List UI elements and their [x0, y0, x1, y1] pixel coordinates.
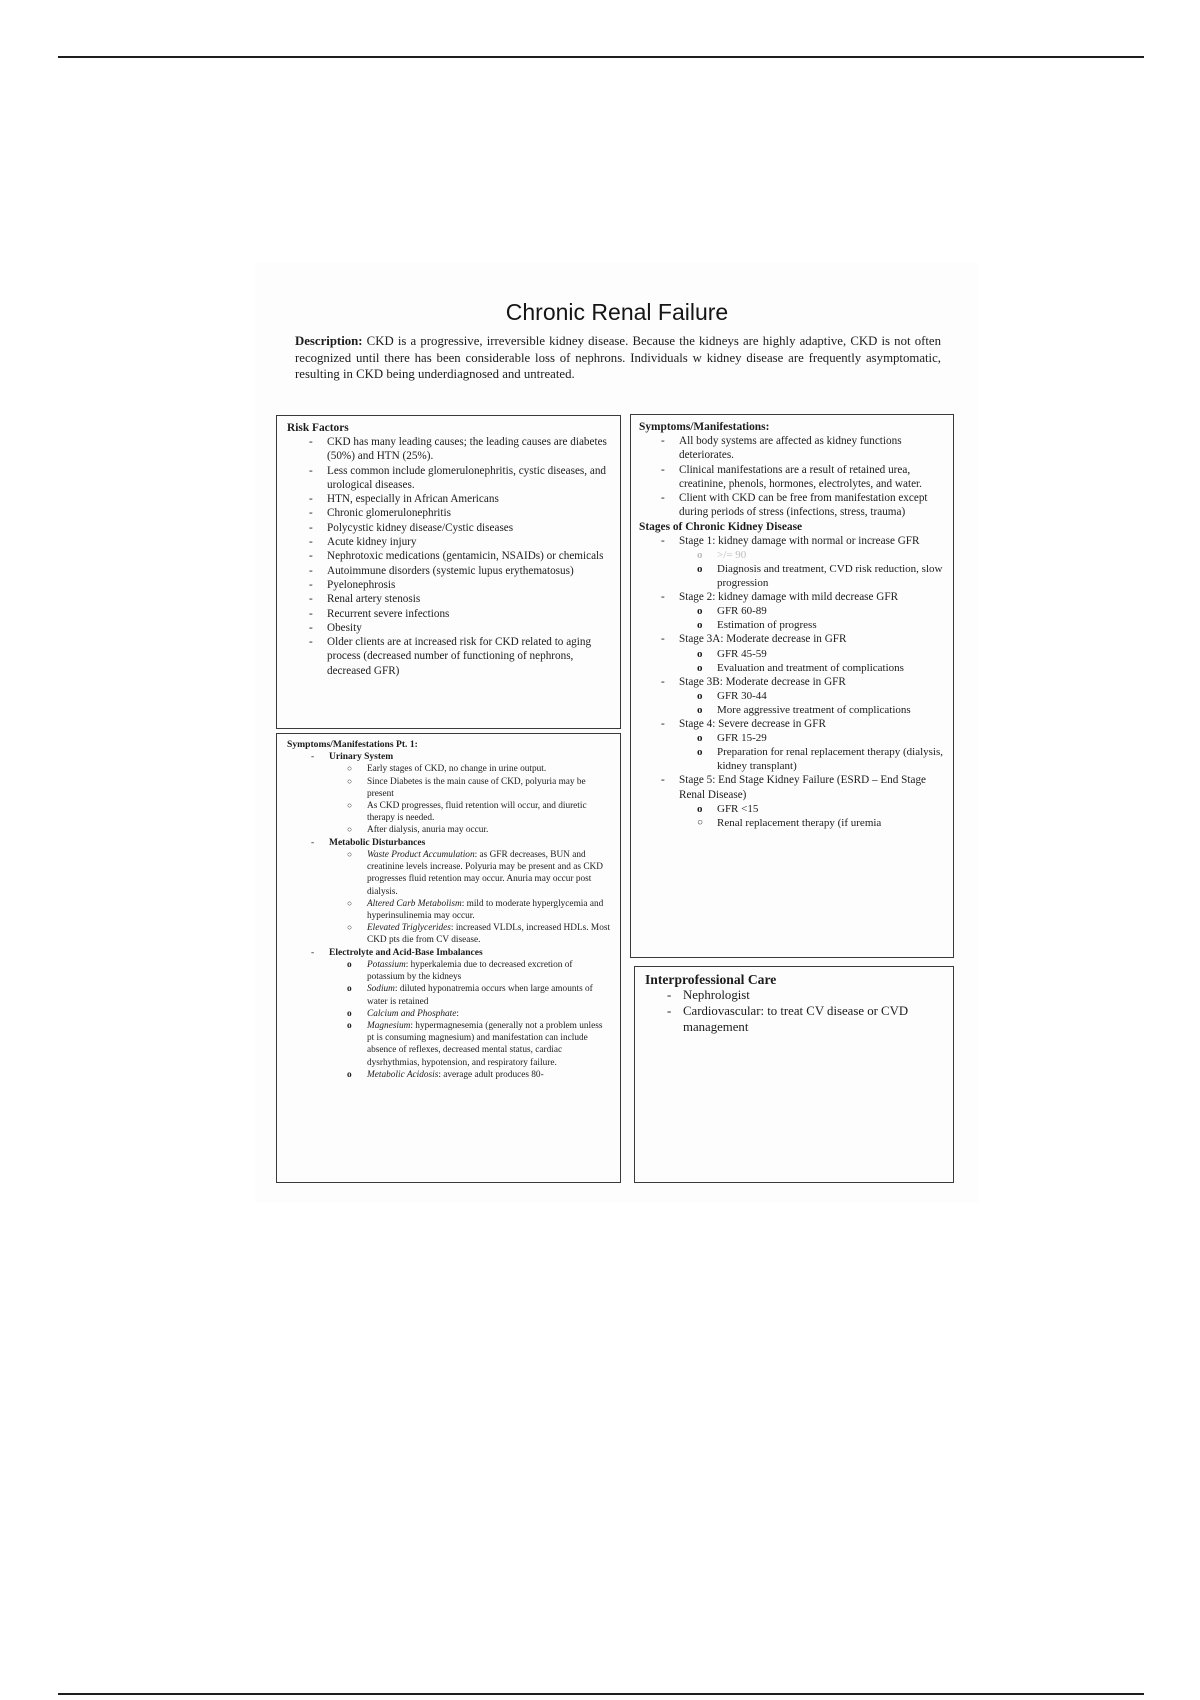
list-item — [329, 1020, 612, 1069]
stage-sub-list — [679, 731, 945, 773]
stage-item — [639, 717, 945, 773]
metabolic-list — [329, 849, 612, 947]
item-label: Altered Carb Metabolism — [367, 898, 462, 909]
electrolyte-heading: - Electrolyte and Acid-Base Imbalances — [329, 947, 483, 958]
symptoms-pt1-box — [276, 733, 621, 1183]
list-item: - Obesity — [287, 621, 612, 635]
interprofessional-care-box — [634, 966, 954, 1183]
item-text: : mild to moderate hyperglycemia and hyperinsulinemia may occur. — [367, 898, 604, 922]
stage-label: Stage 4: Severe decrease in GFR — [679, 717, 826, 730]
item-text: : as GFR decreases, BUN and creatinine levels increase. Polyuria may be present and as CKD progresses fluid retention may occur. Anuria may occur post dialysis. — [367, 850, 603, 897]
symptoms-pt1-list — [287, 751, 612, 1081]
list-item: o Preparation for renal replacement therapy (dialysis, kidney transplant) — [679, 745, 945, 773]
item-text: : average adult produces 80- — [438, 1069, 544, 1080]
stage-item — [639, 590, 945, 632]
list-item: - Nephrotoxic medications (gentamicin, NSAIDs) or chemicals — [287, 549, 612, 563]
urinary-section — [287, 751, 612, 837]
symptoms-list — [639, 434, 945, 520]
list-item — [329, 1008, 612, 1020]
list-item: - All body systems are affected as kidney functions deteriorates. — [639, 434, 945, 463]
list-item: ○ Since Diabetes is the main cause of CKD, polyuria may be present — [329, 776, 612, 800]
stage-sub-list — [679, 647, 945, 675]
page-title: Chronic Renal Failure — [505, 299, 729, 325]
stage-label: Stage 3A: Moderate decrease in GFR — [679, 633, 847, 646]
list-item — [329, 983, 612, 1007]
list-item: o GFR <15 — [679, 802, 945, 816]
item-label: Calcium and Phosphate — [367, 1008, 457, 1019]
list-item — [329, 1069, 612, 1081]
description-label: Description: — [295, 334, 363, 348]
list-item: o GFR 45-59 — [679, 647, 945, 661]
description-text: CKD is a progressive, irreversible kidney disease. Because the kidneys are highly adaptive, CKD is not often recognized until there has been considerable loss of nephrons. Individuals w kidney disease are frequently asymptomatic, resulting in CKD being underdiagnosed and untreated. — [295, 334, 941, 381]
risk-factors-box — [276, 415, 621, 729]
list-item: - Client with CKD can be free from manifestation except during periods of stress (infections, stress, trauma) — [639, 491, 945, 520]
list-item: - Chronic glomerulonephritis — [287, 506, 612, 520]
metabolic-section — [287, 837, 612, 947]
list-item: o Estimation of progress — [679, 618, 945, 632]
list-item: o Diagnosis and treatment, CVD risk reduction, slow progression — [679, 562, 945, 590]
item-label: Waste Product Accumulation — [367, 850, 475, 861]
list-item: ○ As CKD progresses, fluid retention will occur, and diuretic therapy is needed. — [329, 800, 612, 824]
item-label: Elevated Triglycerides — [367, 923, 451, 934]
urinary-heading: - Urinary System — [329, 752, 394, 762]
stage-label: Stage 1: kidney damage with normal or increase GFR — [679, 534, 920, 547]
electrolyte-section — [287, 947, 612, 1081]
list-item: ○ After dialysis, anuria may occur. — [329, 824, 612, 836]
list-item: ○ Renal replacement therapy (if uremia — [679, 816, 945, 830]
list-item: o Evaluation and treatment of complications — [679, 661, 945, 675]
risk-factors-list — [287, 435, 612, 678]
list-item: o GFR 60-89 — [679, 604, 945, 618]
list-item: - Clinical manifestations are a result of retained urea, creatinine, phenols, hormones, electrolytes, and water. — [639, 463, 945, 492]
description-paragraph — [295, 333, 941, 383]
symptoms-stages-box — [630, 414, 954, 958]
item-text: : hyperkalemia due to decreased excretion of potassium by the kidneys — [367, 960, 573, 983]
list-item: o More aggressive treatment of complications — [679, 703, 945, 717]
list-item: ○ Early stages of CKD, no change in urine output. — [329, 763, 612, 775]
top-rule — [58, 56, 1144, 58]
item-text: : increased VLDLs, increased HDLs. Most CKD pts die from CV disease. — [367, 923, 611, 946]
list-item: - Renal artery stenosis — [287, 592, 612, 606]
metabolic-heading: - Metabolic Disturbances — [329, 837, 426, 848]
list-item: - Less common include glomerulonephritis, cystic diseases, and urological diseases. — [287, 464, 612, 493]
item-text: : — [456, 1008, 459, 1019]
stage-label: Stage 3B: Moderate decrease in GFR — [679, 675, 846, 688]
list-item: - Cardiovascular: to treat CV disease or CVD management — [645, 1004, 945, 1036]
document-page — [255, 263, 979, 1203]
list-item: - Nephrologist — [645, 988, 945, 1004]
stage-item — [639, 632, 945, 674]
list-item: o GFR 15-29 — [679, 731, 945, 745]
list-item: - Pyelonephrosis — [287, 578, 612, 592]
bottom-rule — [58, 1693, 1144, 1695]
stage-item — [639, 534, 945, 590]
list-item — [329, 922, 612, 946]
symptoms-pt1-heading: Symptoms/Manifestations Pt. 1: — [287, 739, 418, 750]
list-item — [329, 849, 612, 898]
stages-list — [639, 534, 945, 830]
item-label: Potassium — [367, 960, 406, 971]
urinary-list — [329, 763, 612, 836]
item-text: : diluted hyponatremia occurs when large amounts of water is retained — [367, 984, 593, 1007]
list-item: - Acute kidney injury — [287, 535, 612, 549]
interprofessional-heading: Interprofessional Care — [645, 972, 777, 987]
risk-factors-heading: Risk Factors — [287, 422, 349, 434]
list-item — [329, 959, 612, 983]
item-text: : hypermagnesemia (generally not a problem unless pt is consuming magnesium) and manifestation can include absence of reflexes, decreased mental status, cardiac dysrhythmias, hypotension, and respiratory failure. — [367, 1021, 603, 1068]
list-item: - HTN, especially in African Americans — [287, 492, 612, 506]
stage-sub-list — [679, 802, 945, 830]
list-item — [329, 898, 612, 922]
list-item: - CKD has many leading causes; the leading causes are diabetes (50%) and HTN (25%). — [287, 435, 612, 464]
item-label: Sodium — [367, 984, 395, 995]
stage-sub-list — [679, 604, 945, 632]
stages-heading: Stages of Chronic Kidney Disease — [639, 520, 803, 533]
list-item: - Autoimmune disorders (systemic lupus erythematosus) — [287, 564, 612, 578]
stage-item — [639, 773, 945, 830]
item-label: Metabolic Acidosis — [367, 1069, 439, 1080]
list-item: o GFR 30-44 — [679, 689, 945, 703]
list-item: o >/= 90 — [679, 548, 945, 562]
symptoms-heading: Symptoms/Manifestations: — [639, 421, 770, 433]
stage-sub-list — [679, 548, 945, 590]
interprofessional-list — [645, 988, 945, 1035]
electrolyte-list — [329, 959, 612, 1081]
stage-label: Stage 5: End Stage Kidney Failure (ESRD – End Stage Renal Disease) — [679, 774, 927, 801]
list-item: - Older clients are at increased risk for CKD related to aging process (decreased number of functioning of nephrons, decreased GFR) — [287, 635, 612, 678]
stage-sub-list — [679, 689, 945, 717]
stage-item — [639, 675, 945, 717]
stage-label: Stage 2: kidney damage with mild decrease GFR — [679, 591, 899, 604]
list-item: - Recurrent severe infections — [287, 607, 612, 621]
item-label: Magnesium — [367, 1021, 411, 1032]
list-item: - Polycystic kidney disease/Cystic diseases — [287, 521, 612, 535]
